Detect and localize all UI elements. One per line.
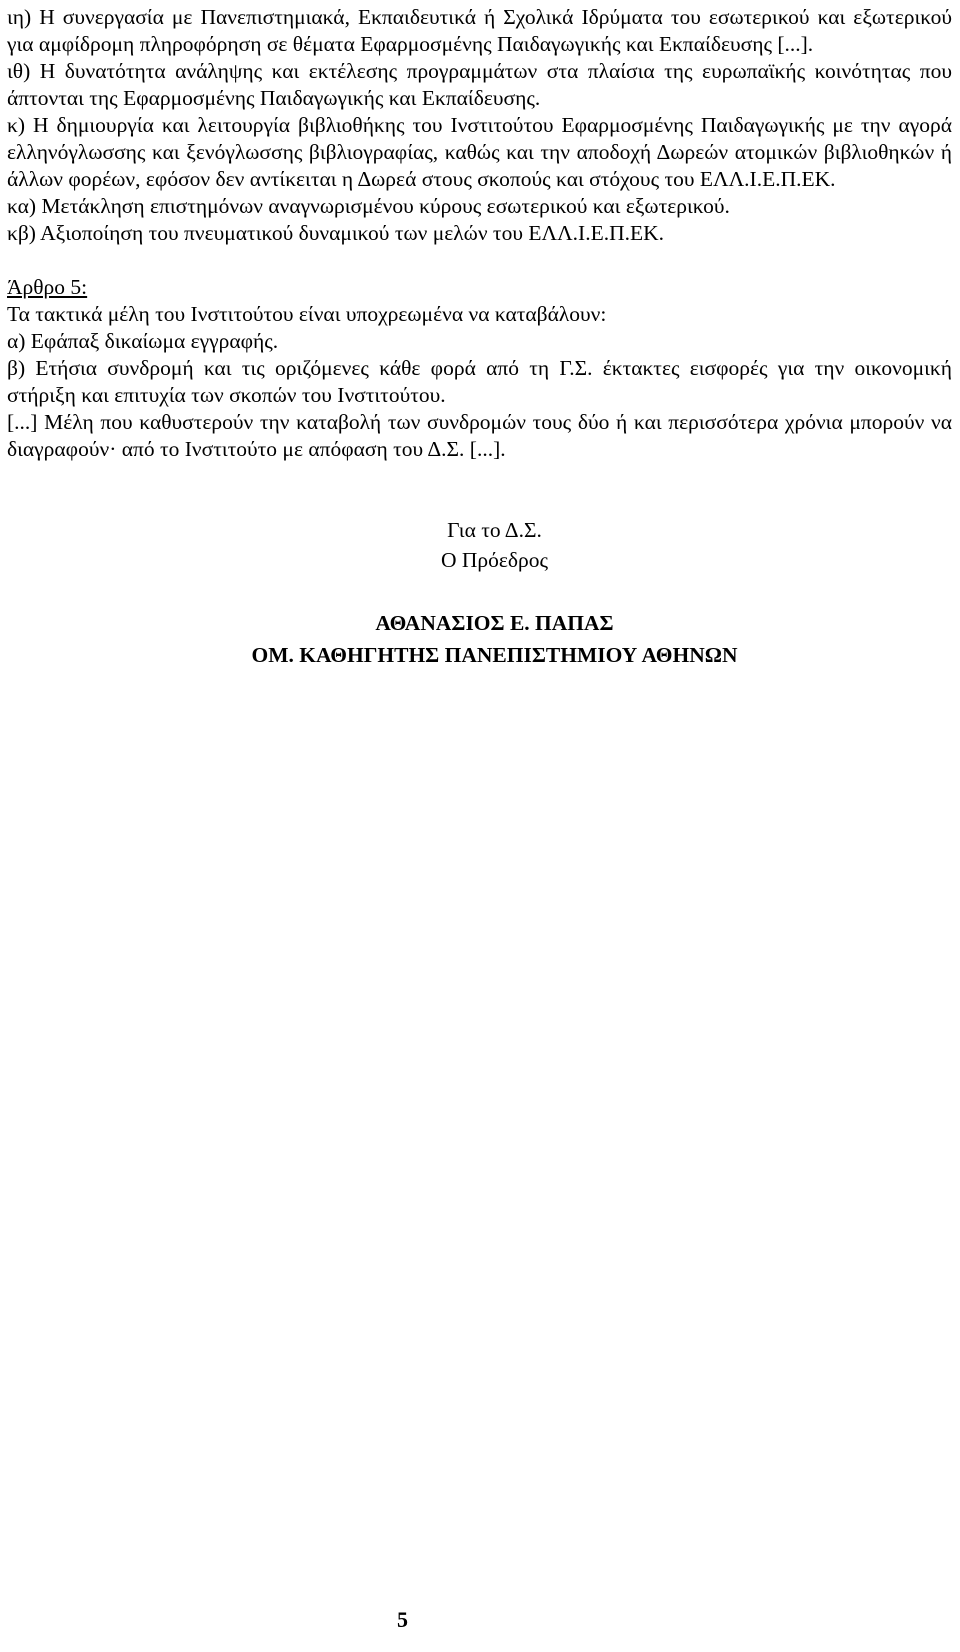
signature-block	[0, 515, 945, 671]
signature-name: ΑΘΑΝΑΣΙΟΣ Ε. ΠΑΠΑΣ	[375, 611, 614, 635]
article-heading: Άρθρο 5:	[7, 275, 88, 299]
article-intro: Τα τακτικά μέλη του Ινστιτούτου είναι υποχρεωμένα να καταβάλουν:	[7, 302, 607, 326]
article-item-removal: [...] Μέλη που καθυστερούν την καταβολή των συνδρομών τους δύο ή και περισσότερα χρόνια μπορούν να διαγραφούν· από το Ινστιτούτο με απόφαση του Δ.Σ. [...].	[7, 410, 952, 461]
signature-role: Ο Πρόεδρος	[440, 548, 549, 572]
paragraph-item-19: ιθ) Η δυνατότητα ανάληψης και εκτέλεσης προγραμμάτων στα πλαίσια της ευρωπαϊκής κοινότητας που άπτονται της Εφαρμοσμένης Παιδαγωγικής και Εκπαίδευσης.	[7, 59, 952, 110]
signature-title: ΟΜ. ΚΑΘΗΓΗΤΗΣ ΠΑΝΕΠΙΣΤΗΜΙΟΥ ΑΘΗΝΩΝ	[251, 643, 738, 667]
article-item-b: β) Ετήσια συνδρομή και τις οριζόμενες κάθε φορά από τη Γ.Σ. έκτακτες εισφορές για την οικονομική στήριξη και επιτυχία των σκοπών του Ινστιτούτου.	[7, 356, 952, 407]
paragraph-item-22: κβ) Αξιοποίηση του πνευματικού δυναμικού των μελών του ΕΛΛ.Ι.Ε.Π.ΕΚ.	[7, 221, 665, 245]
paragraph-item-21: κα) Μετάκληση επιστημόνων αναγνωρισμένου κύρους εσωτερικού και εξωτερικού.	[7, 194, 730, 218]
paragraph-item-18: ιη) Η συνεργασία με Πανεπιστημιακά, Εκπαιδευτικά ή Σχολικά Ιδρύματα του εσωτερικού και εξωτερικού για αμφίδρομη πληροφόρηση σε θέματα Εφαρμοσμένης Παιδαγωγικής και Εκπαίδευσης [...].	[7, 5, 952, 56]
spacer	[7, 247, 952, 274]
article-item-a: α) Εφάπαξ δικαίωμα εγγραφής.	[7, 329, 279, 353]
signature-for-board: Για το Δ.Σ.	[447, 518, 542, 542]
document-page	[7, 4, 952, 463]
paragraph-item-20: κ) Η δημιουργία και λειτουργία βιβλιοθήκης του Ινστιτούτου Εφαρμοσμένης Παιδαγωγικής με την αγορά ελληνόγλωσσης και ξενόγλωσσης βιβλιογραφίας, καθώς και την αποδοχή Δωρεών ατομικών βιβλιοθηκών ή άλλων φορέων, εφόσον δεν αντίκειται η Δωρεά στους σκοπούς και στόχους του ΕΛΛ.Ι.Ε.Π.ΕΚ.	[7, 113, 952, 191]
page-number: 5	[397, 1607, 408, 1632]
